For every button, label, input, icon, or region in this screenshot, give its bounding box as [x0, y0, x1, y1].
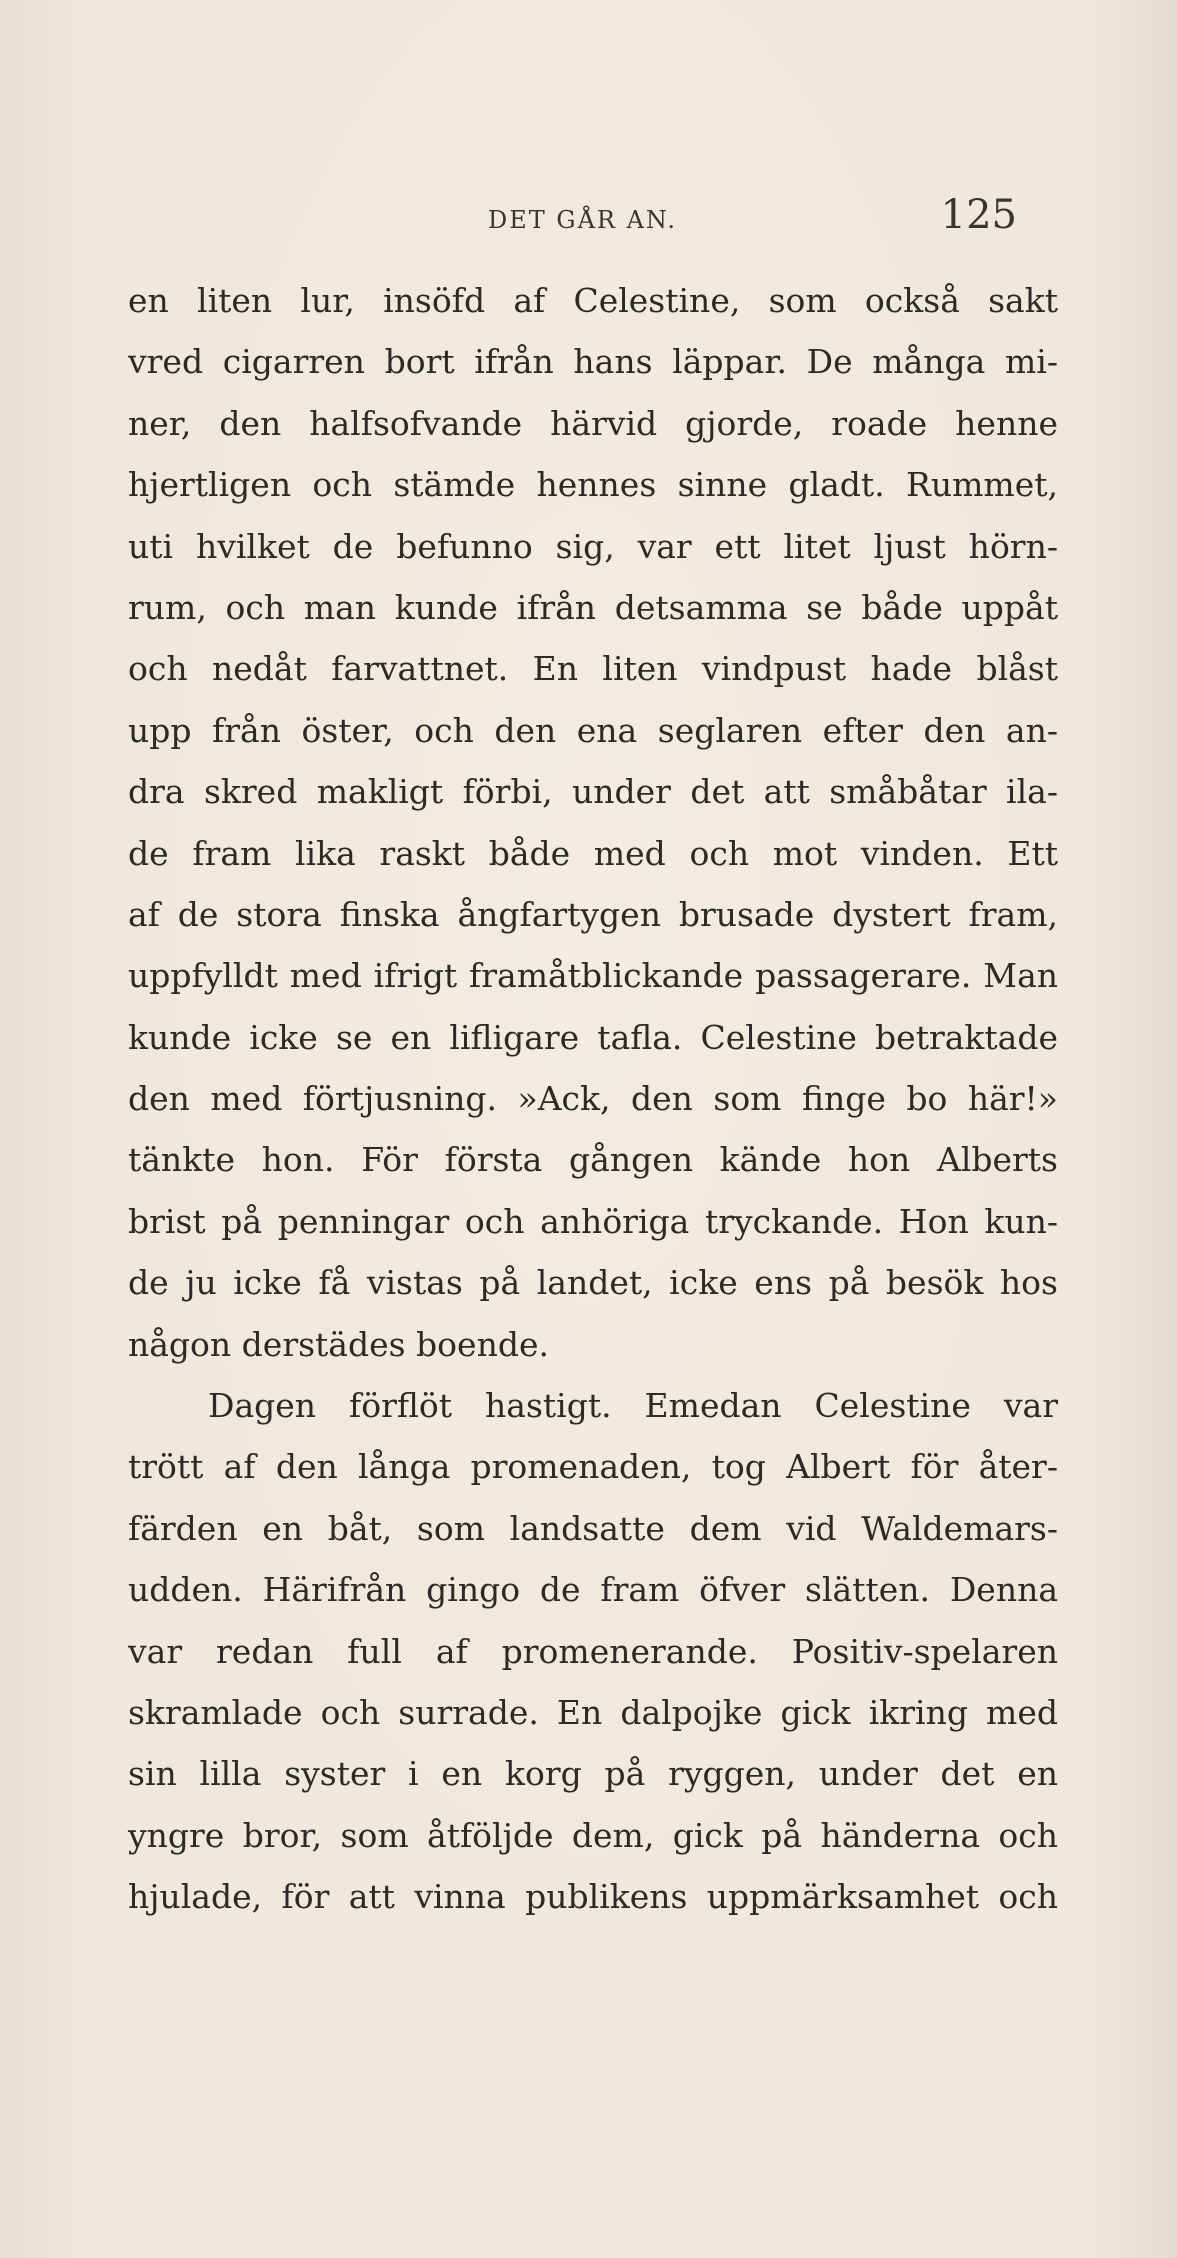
page-number: 125	[940, 192, 1017, 238]
text-line: de ju icke få vistas på landet, icke ens på besök hos	[128, 1263, 1058, 1303]
text-line: de fram lika raskt både med och mot vinden. Ett	[128, 833, 1058, 873]
text-line: den med förtjusning. »Ack, den som finge bo här!»	[128, 1079, 1058, 1119]
text-line: skramlade och surrade. En dalpojke gick ikring med	[128, 1692, 1058, 1732]
text-line: uppfylldt med ifrigt framåtblickande passagerare. Man	[128, 956, 1058, 996]
text-line: dra skred makligt förbi, under det att småbåtar ila-	[128, 772, 1058, 812]
running-title: DET GÅR AN.	[488, 206, 678, 234]
text-line: brist på penningar och anhöriga tryckande. Hon kun-	[128, 1201, 1058, 1241]
text-line: vred cigarren bort ifrån hans läppar. De många mi-	[128, 342, 1058, 382]
text-line: var redan full af promenerande. Positiv-spelaren	[128, 1631, 1058, 1671]
body-text	[128, 270, 1058, 1928]
text-line: yngre bror, som åtföljde dem, gick på händerna och	[128, 1815, 1058, 1855]
text-line: upp från öster, och den ena seglaren efter den an-	[128, 710, 1058, 750]
text-line: en liten lur, insöfd af Celestine, som också sakt	[128, 281, 1058, 320]
paragraph-last-line: någon derstädes boende.	[128, 1324, 549, 1364]
text-line: och nedåt farvattnet. En liten vindpust hade blåst	[128, 649, 1058, 689]
text-line: udden. Härifrån gingo de fram öfver slätten. Denna	[128, 1570, 1058, 1610]
text-line: färden en båt, som landsatte dem vid Waldemars-	[128, 1508, 1058, 1548]
text-line: kunde icke se en lifligare tafla. Celestine betraktade	[128, 1017, 1058, 1057]
paragraph-first-line: Dagen förflöt hastigt. Emedan Celestine var	[208, 1386, 1058, 1426]
text-line: rum, och man kunde ifrån detsamma se både uppåt	[128, 587, 1058, 627]
text-line: hjertligen och stämde hennes sinne gladt. Rummet,	[128, 465, 1058, 505]
text-line: trött af den långa promenaden, tog Albert för åter-	[128, 1447, 1058, 1487]
page-header	[128, 192, 1017, 252]
text-line: uti hvilket de befunno sig, var ett litet ljust hörn-	[128, 526, 1058, 566]
text-line: tänkte hon. För första gången kände hon Alberts	[128, 1140, 1058, 1180]
text-line: sin lilla syster i en korg på ryggen, under det en	[128, 1754, 1058, 1794]
text-line: af de stora finska ångfartygen brusade dystert fram,	[128, 894, 1058, 934]
text-line: ner, den halfsofvande härvid gjorde, roade henne	[128, 403, 1058, 443]
text-line: hjulade, för att vinna publikens uppmärksamhet och	[128, 1877, 1058, 1917]
